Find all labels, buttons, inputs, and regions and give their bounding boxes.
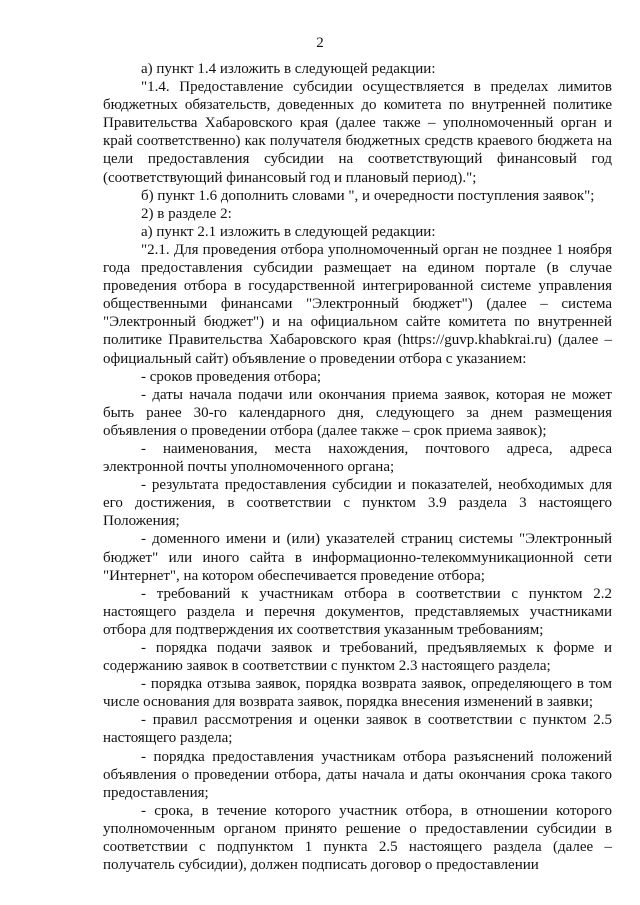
paragraph-section-2: 2) в разделе 2: <box>141 205 232 222</box>
list-item-clarification-procedure: - порядка предоставления участникам отбора разъяснений положений объявления о проведении отбора, даты начала и даты окончания срока такого предоставления; <box>103 748 612 801</box>
list-item-evaluation-rules: - правил рассмотрения и оценки заявок в соответствии с пунктом 2.5 настоящего раздела; <box>103 712 612 747</box>
page-number: 2 <box>316 35 324 51</box>
list-item-agreement-term: - срока, в течение которого участник отбора, в отношении которого уполномоченным органом принято решение о предоставлении субсидии в соответствии с подпунктом 1 пункта 2.5 настоящего раздела (далее – получатель субсидии), должен подписать договор о предоставлении <box>103 802 612 874</box>
paragraph-item-2a: а) пункт 2.1 изложить в следующей редакции: <box>141 223 436 240</box>
list-item-selection-terms: - сроков проведения отбора; <box>141 368 322 385</box>
list-item-application-dates: - даты начала подачи или окончания приема заявок, которая не может быть ранее 30-го календарного дня, следующего за днем размещения объявления о проведении отбора (далее также – срок приема заявок); <box>103 386 612 439</box>
list-item-authority-details: - наименования, места нахождения, почтового адреса, адреса электронной почты уполномоченного органа; <box>103 440 612 476</box>
paragraph-clause-1-4: "1.4. Предоставление субсидии осуществляется в пределах лимитов бюджетных обязательств, доведенных до комитета по внутренней политике Правительства Хабаровского края (далее также – уполномоченный орган и край соответственно) как получателя бюджетных средств краевого бюджета на цели предоставления субсидии на соответствующий финансовый год (соответствующий финансовый год и плановый период)."; <box>103 79 612 186</box>
paragraph-clause-2-1: "2.1. Для проведения отбора уполномоченный орган не позднее 1 ноября года предоставления субсидии размещает на едином портале (в случае проведения отбора в государственной интегрированной системе управления общественными финансами "Электронный бюджет") (далее – система "Электронный бюджет") и на официальном сайте комитета по внутренней политике Правительства Хабаровского края (https://guvp.khabkrai.ru) (далее – официальный сайт) объявление о проведении отбора с указанием: <box>103 241 612 367</box>
list-item-participant-requirements: - требований к участникам отбора в соответствии с пунктом 2.2 настоящего раздела и перечня документов, представляемых участниками отбора для подтверждения их соответствия указанным требованиям; <box>103 585 612 638</box>
paragraph-item-1a: а) пункт 1.4 изложить в следующей редакции: <box>141 61 436 77</box>
list-item-application-procedure: - порядка подачи заявок и требований, предъявляемых к форме и содержанию заявок в соответствии с пунктом 2.3 настоящего раздела; <box>103 640 612 675</box>
page-bottom-margin <box>103 890 612 905</box>
paragraph-item-1b: б) пункт 1.6 дополнить словами ", и очередности поступления заявок"; <box>141 187 595 204</box>
document-body <box>103 60 612 874</box>
list-item-subsidy-result: - результата предоставления субсидии и показателей, необходимых для его достижения, в соответствии с пунктом 3.9 раздела 3 настоящего Положения; <box>103 477 612 530</box>
list-item-withdrawal-procedure: - порядка отзыва заявок, порядка возврата заявок, определяющего в том числе основания для возврата заявок, порядка внесения изменений в заявки; <box>103 676 612 711</box>
list-item-domain-name: - доменного имени и (или) указателей страниц системы "Электронный бюджет" или иного сайта в информационно-телекоммуникационной сети "Интернет", на котором обеспечивается проведение отбора; <box>103 531 612 584</box>
